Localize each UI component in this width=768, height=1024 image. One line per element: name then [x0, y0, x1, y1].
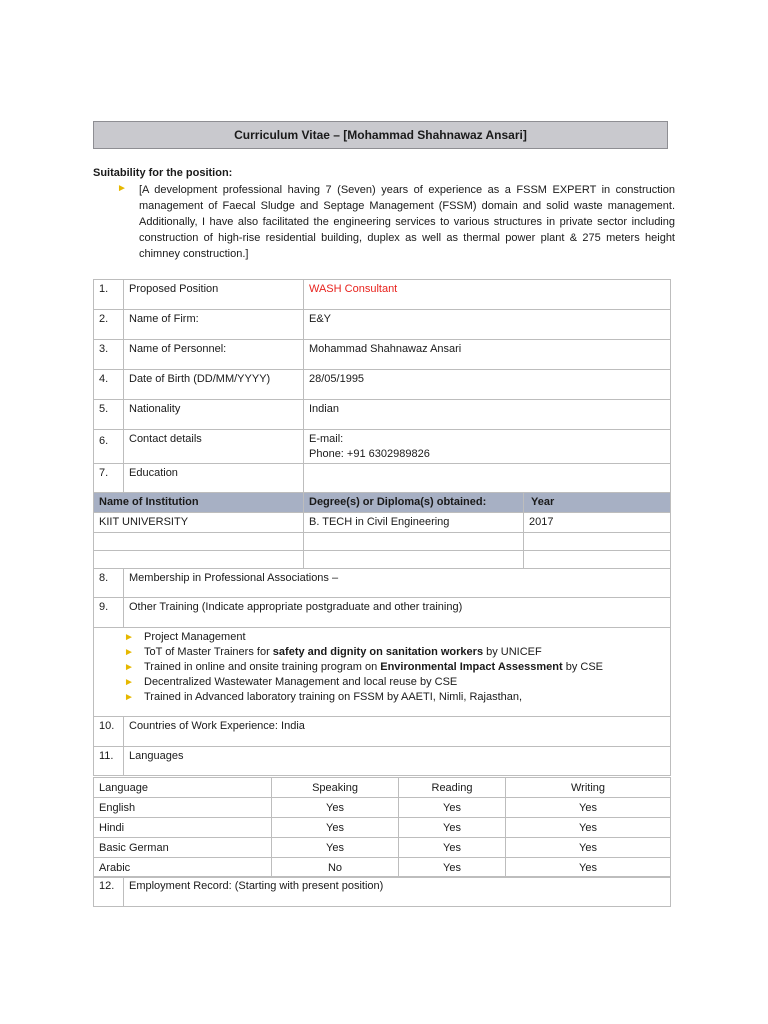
table-row: [94, 551, 671, 569]
row-number: 4.: [94, 370, 124, 400]
table-row: [94, 400, 671, 430]
education-header-institution: Name of Institution: [94, 493, 304, 513]
table-row: Basic German Yes Yes Yes: [94, 838, 671, 858]
row-label: Membership in Professional Associations –: [124, 569, 671, 598]
row-number: 9.: [94, 598, 124, 628]
degree-cell: B. TECH in Civil Engineering: [304, 513, 524, 533]
suitability-text: [A development professional having 7 (Seven) years of experience as a FSSM EXPERT in construction management of Faecal Sludge and Septage Management (FSSM) domain and solid waste management. Additionally, I have also facilitated the engineering services to various structures in private sector including construction of high-rise residential building, duplex as well as thermal power plant & 275 meters height chimney construction.]: [139, 184, 675, 260]
row-label: Nationality: [124, 400, 304, 430]
row-number: 1.: [94, 280, 124, 310]
year-cell: 2017: [524, 513, 671, 533]
personal-details-table: [93, 279, 671, 776]
row-label: Other Training (Indicate appropriate postgraduate and other training): [124, 598, 671, 628]
table-row: [94, 877, 671, 907]
table-row: [94, 340, 671, 370]
table-row: [94, 717, 671, 747]
table-row: [94, 747, 671, 776]
table-row: [94, 533, 671, 551]
list-item: ► Project Management: [124, 631, 246, 643]
proposed-position-value: WASH Consultant: [304, 280, 671, 310]
row-number: 11.: [94, 747, 124, 776]
table-row: [94, 310, 671, 340]
list-item: ► ToT of Master Trainers for safety and dignity on sanitation workers by UNICEF: [124, 646, 542, 658]
row-number: 3.: [94, 340, 124, 370]
row-number: 10.: [94, 717, 124, 747]
row-number: 7.: [94, 464, 124, 493]
table-row: [94, 513, 671, 533]
table-row: [94, 569, 671, 598]
education-header-degree: Degree(s) or Diploma(s) obtained:: [304, 493, 524, 513]
institution-cell: KIIT UNIVERSITY: [94, 513, 304, 533]
row-label: Name of Firm:: [124, 310, 304, 340]
arrow-right-icon: ►: [117, 183, 127, 194]
speaking-header: Speaking: [272, 778, 399, 798]
row-number: 8.: [94, 569, 124, 598]
table-row: Hindi Yes Yes Yes: [94, 818, 671, 838]
firm-value: E&Y: [304, 310, 671, 340]
suitability-heading: Suitability for the position:: [93, 167, 233, 179]
personnel-value: Mohammad Shahnawaz Ansari: [304, 340, 671, 370]
arrow-right-icon: ►: [124, 647, 134, 658]
table-row: English Yes Yes Yes: [94, 798, 671, 818]
education-header-year: Year: [524, 493, 671, 513]
row-label: Countries of Work Experience: India: [124, 717, 671, 747]
phone-line: Phone: +91 6302989826: [309, 448, 430, 460]
row-label: Languages: [124, 747, 671, 776]
row-number: 2.: [94, 310, 124, 340]
arrow-right-icon: ►: [124, 662, 134, 673]
arrow-right-icon: ►: [124, 692, 134, 703]
training-row: [94, 628, 671, 717]
list-item: ► Trained in online and onsite training program on Environmental Impact Assessment by CSE: [124, 661, 603, 673]
row-label: Contact details: [124, 430, 304, 464]
row-label: Date of Birth (DD/MM/YYYY): [124, 370, 304, 400]
row-number: 5.: [94, 400, 124, 430]
list-item: ► Decentralized Wastewater Management and local reuse by CSE: [124, 676, 458, 688]
email-line: E-mail:: [309, 433, 344, 445]
languages-table: [93, 777, 671, 878]
contact-value: [304, 430, 671, 464]
language-header: Language: [94, 778, 272, 798]
arrow-right-icon: ►: [124, 677, 134, 688]
table-row: [94, 464, 671, 493]
row-number: 12.: [94, 877, 124, 907]
languages-header-row: [94, 778, 671, 798]
arrow-right-icon: ►: [124, 632, 134, 643]
row-label: Name of Personnel:: [124, 340, 304, 370]
table-row: [94, 430, 671, 464]
row-label: Proposed Position: [124, 280, 304, 310]
list-item: ► Trained in Advanced laboratory training on FSSM by AAETI, Nimli, Rajasthan,: [124, 691, 523, 703]
table-row: [94, 370, 671, 400]
education-header-row: [94, 493, 671, 513]
nationality-value: Indian: [304, 400, 671, 430]
dob-value: 28/05/1995: [304, 370, 671, 400]
table-row: [94, 598, 671, 628]
writing-header: Writing: [506, 778, 671, 798]
training-list: [124, 630, 670, 705]
reading-header: Reading: [399, 778, 506, 798]
cv-title: Curriculum Vitae – [Mohammad Shahnawaz Ansari]: [93, 121, 668, 149]
table-row: [94, 280, 671, 310]
row-label: Employment Record: (Starting with present position): [124, 877, 671, 907]
employment-table: [93, 876, 671, 907]
row-label: Education: [124, 464, 304, 493]
row-number: 6.: [94, 430, 124, 464]
table-row: Arabic No Yes Yes: [94, 858, 671, 878]
